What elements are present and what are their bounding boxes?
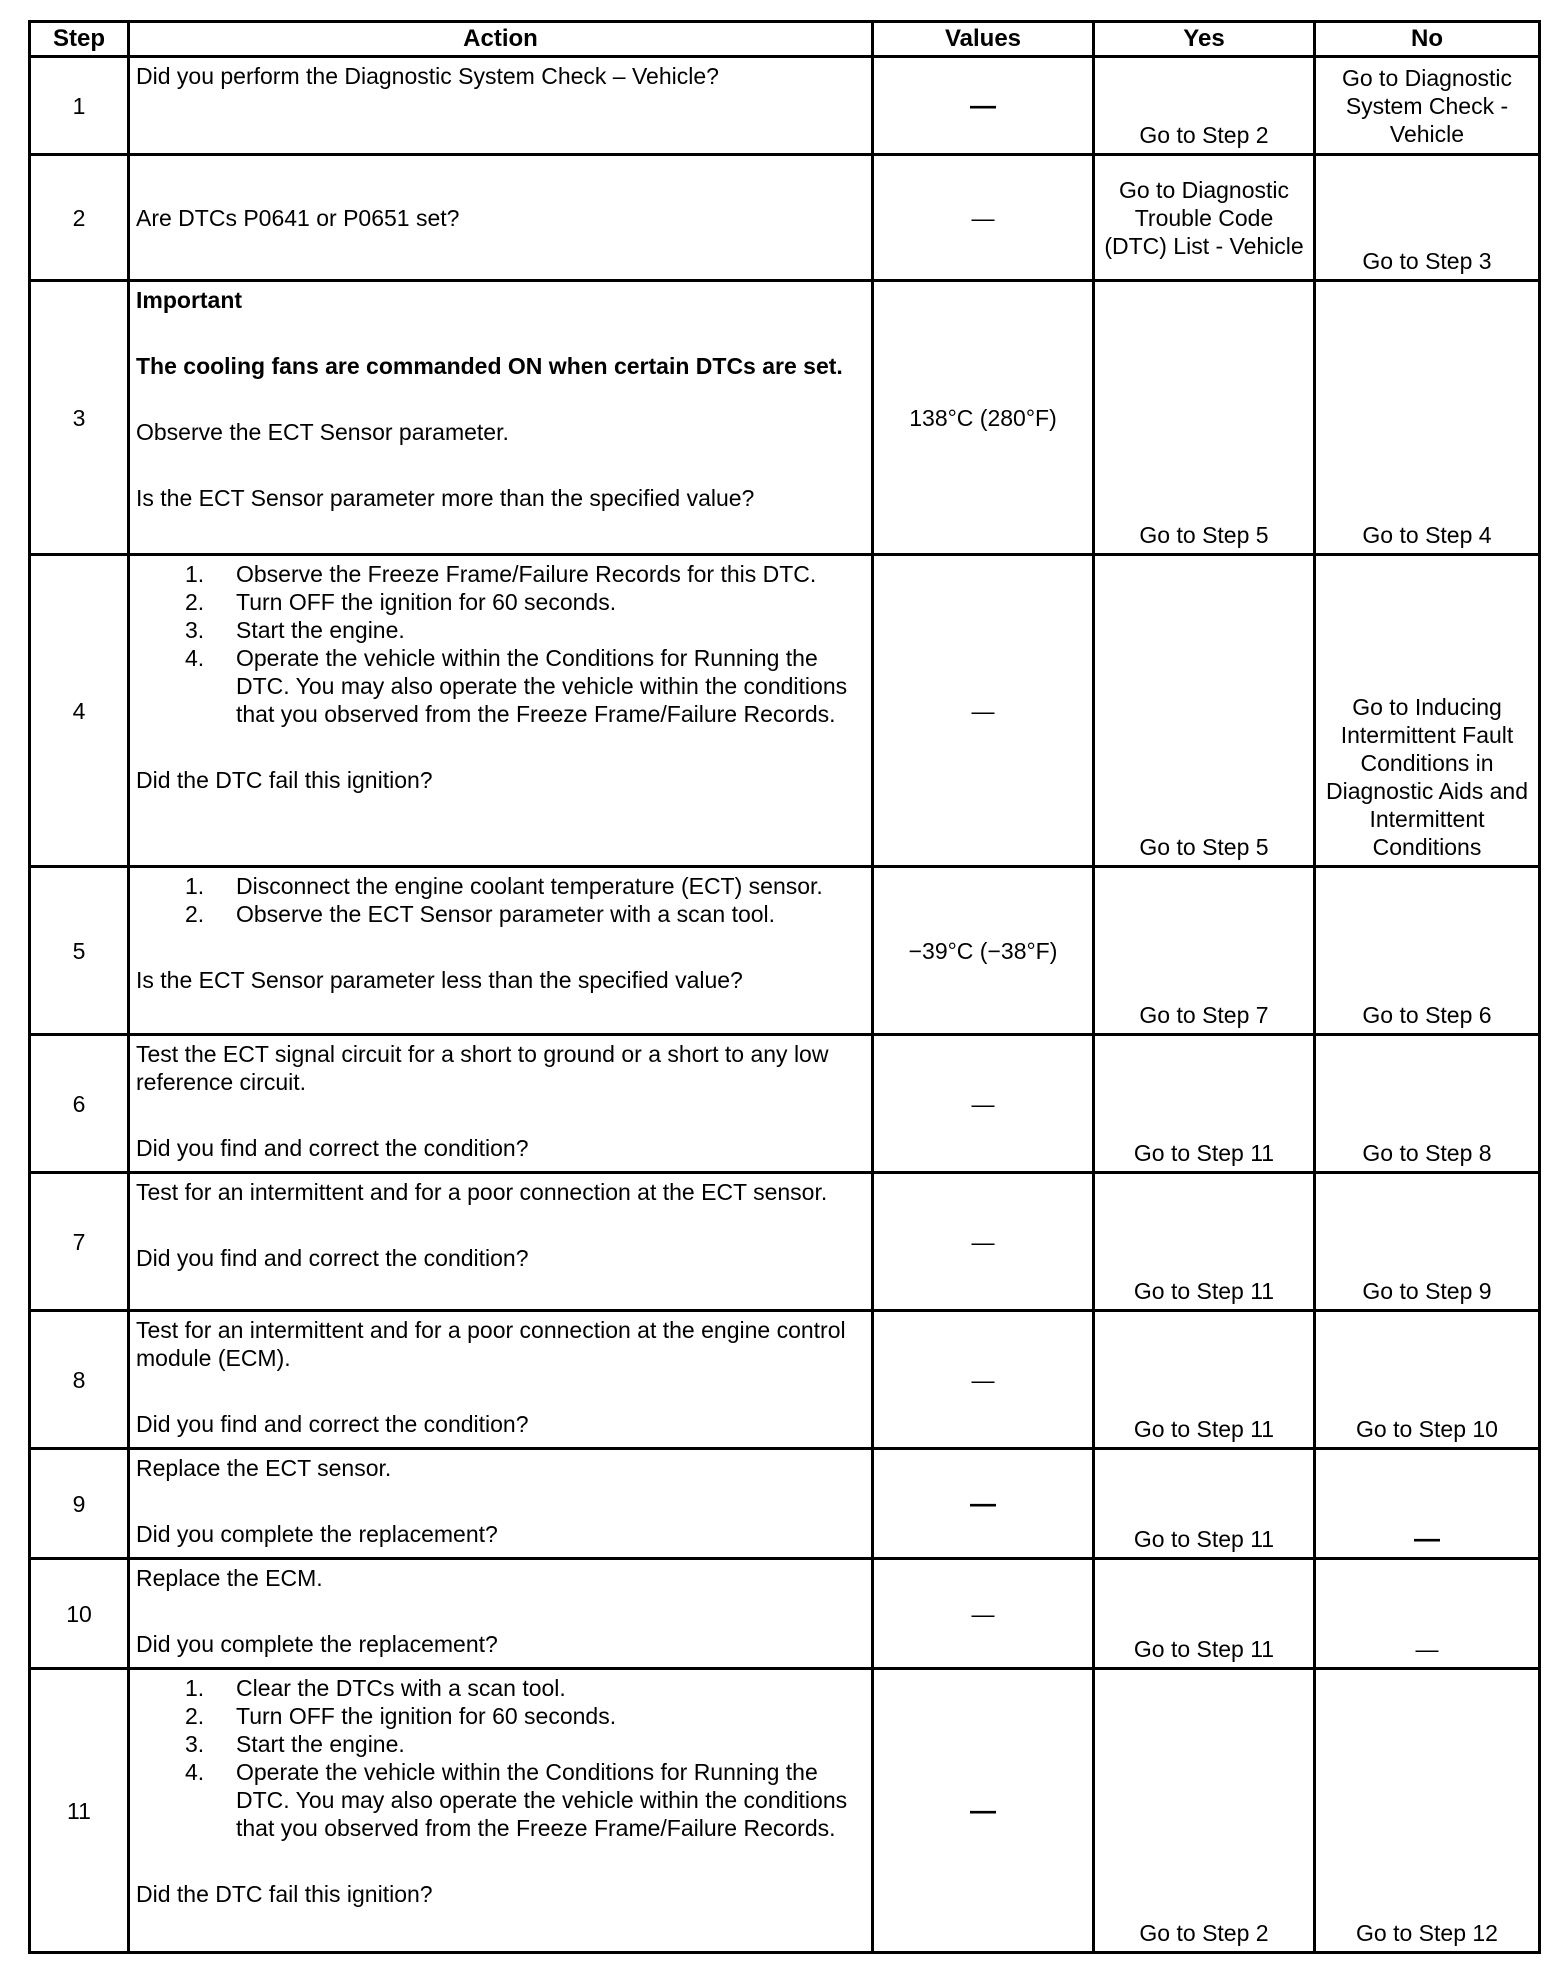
value-cell [873, 1173, 1094, 1311]
value-text: — [971, 1600, 995, 1627]
value-cell [873, 1449, 1094, 1559]
no-cell [1315, 1173, 1540, 1311]
action-cell [129, 1669, 873, 1953]
header-step: Step [30, 22, 129, 57]
no-link[interactable]: Go to Diagnostic System Check - Vehicle [1341, 64, 1513, 147]
no-cell [1315, 1035, 1540, 1173]
value-cell [873, 1311, 1094, 1449]
list-item: 1. Clear the DTCs with a scan tool. [185, 1675, 566, 1701]
list-item: 3. Start the engine. [185, 1731, 405, 1757]
no-link: — [1415, 1636, 1439, 1662]
yes-cell [1094, 155, 1315, 281]
no-cell [1315, 281, 1540, 555]
yes-cell [1094, 1559, 1315, 1669]
action-cell [129, 1173, 873, 1311]
table-row [30, 1449, 1540, 1559]
no-link[interactable]: Go to Step 10 [1356, 1416, 1498, 1442]
table-row [30, 1173, 1540, 1311]
action-cell [129, 155, 873, 281]
no-link[interactable]: Go to Step 9 [1362, 1278, 1492, 1304]
yes-cell [1094, 281, 1315, 555]
value-text: — [971, 1366, 995, 1393]
action-cell [129, 555, 873, 867]
action-cell [129, 1035, 873, 1173]
value-cell [873, 867, 1094, 1035]
action-text: Did you perform the Diagnostic System Check – Vehicle? [136, 63, 719, 89]
action-cell [129, 867, 873, 1035]
value-text: — [971, 1228, 995, 1255]
important-label: Important [136, 287, 243, 313]
action-cell [129, 1311, 873, 1449]
question-text: Did you find and correct the condition? [136, 1135, 529, 1161]
yes-cell [1094, 867, 1315, 1035]
question-text: Did you find and correct the condition? [136, 1411, 529, 1437]
step-number: 8 [30, 1311, 129, 1449]
step-number: 7 [30, 1173, 129, 1311]
list-item: 2. Turn OFF the ignition for 60 seconds. [185, 1703, 617, 1729]
value-text: — [971, 697, 995, 724]
value-cell [873, 555, 1094, 867]
step-number: 2 [30, 155, 129, 281]
action-text: Test for an intermittent and for a poor connection at the ECT sensor. [136, 1179, 828, 1205]
yes-cell [1094, 1035, 1315, 1173]
no-link[interactable]: Go to Step 8 [1362, 1140, 1492, 1166]
header-action: Action [129, 22, 873, 57]
no-link[interactable]: Go to Inducing Intermittent Fault Conditions in Diagnostic Aids and Intermittent Conditions [1325, 694, 1528, 860]
action-text: Observe the ECT Sensor parameter. [136, 419, 509, 445]
yes-link[interactable]: Go to Step 11 [1133, 1416, 1275, 1442]
table-row [30, 57, 1540, 155]
list-item: 3. Start the engine. [185, 617, 405, 643]
list-item: 1. Observe the Freeze Frame/Failure Records for this DTC. [185, 561, 817, 587]
value-cell [873, 281, 1094, 555]
table-row [30, 155, 1540, 281]
action-cell [129, 57, 873, 155]
value-cell [873, 1669, 1094, 1953]
table-row [30, 281, 1540, 555]
yes-cell [1094, 555, 1315, 867]
value-cell [873, 1035, 1094, 1173]
list-item: 4. Operate the vehicle within the Conditions for Running the DTC. You may also operate the vehicle within the conditions that you observed from the Freeze Frame/Failure Records. [185, 1759, 848, 1841]
action-text: Replace the ECM. [136, 1565, 323, 1591]
value-text: — [971, 204, 995, 231]
no-link[interactable]: Go to Step 4 [1362, 522, 1492, 548]
table-row [30, 1669, 1540, 1953]
no-cell [1315, 555, 1540, 867]
no-cell [1315, 1559, 1540, 1669]
procedure-list [136, 1674, 865, 1842]
value-text: — [971, 1090, 995, 1117]
no-link: — [1414, 1523, 1440, 1553]
yes-cell [1094, 1669, 1315, 1953]
table-row [30, 1035, 1540, 1173]
step-number: 4 [30, 555, 129, 867]
header-yes: Yes [1094, 22, 1315, 57]
value-text: −39°C (−38°F) [908, 937, 1058, 964]
action-text: Test the ECT signal circuit for a short to ground or a short to any low reference circuit. [136, 1041, 829, 1095]
no-link[interactable]: Go to Step 12 [1356, 1920, 1498, 1946]
list-item: 2. Observe the ECT Sensor parameter with a scan tool. [185, 901, 776, 927]
question-text: Did you complete the replacement? [136, 1521, 498, 1547]
step-number: 6 [30, 1035, 129, 1173]
question-text: Did the DTC fail this ignition? [136, 1881, 433, 1907]
procedure-list [136, 560, 865, 728]
value-text: 138°C (280°F) [909, 404, 1057, 431]
action-text: Are DTCs P0641 or P0651 set? [136, 204, 460, 231]
no-cell [1315, 867, 1540, 1035]
no-link[interactable]: Go to Step 6 [1362, 1002, 1492, 1028]
yes-link[interactable]: Go to Step 11 [1133, 1526, 1275, 1552]
question-text: Is the ECT Sensor parameter more than the specified value? [136, 485, 755, 511]
table-row [30, 555, 1540, 867]
value-cell [873, 1559, 1094, 1669]
table-row [30, 1311, 1540, 1449]
step-number: 10 [30, 1559, 129, 1669]
yes-link[interactable]: Go to Step 2 [1139, 122, 1269, 148]
action-cell [129, 281, 873, 555]
question-text: Is the ECT Sensor parameter less than the specified value? [136, 967, 743, 993]
action-text: Replace the ECT sensor. [136, 1455, 392, 1481]
no-cell [1315, 1669, 1540, 1953]
procedure-list [136, 872, 865, 928]
important-note: The cooling fans are commanded ON when certain DTCs are set. [136, 353, 843, 379]
table-header-row [30, 22, 1540, 57]
value-text: — [970, 1795, 996, 1825]
table-row [30, 1559, 1540, 1669]
table-row [30, 867, 1540, 1035]
question-text: Did you find and correct the condition? [136, 1245, 529, 1271]
step-number: 11 [30, 1669, 129, 1953]
value-text: — [970, 90, 996, 120]
yes-link[interactable]: Go to Step 5 [1139, 834, 1269, 860]
diagnostic-table [28, 20, 1541, 1954]
list-item: 4. Operate the vehicle within the Conditions for Running the DTC. You may also operate the vehicle within the conditions that you observed from the Freeze Frame/Failure Records. [185, 645, 848, 727]
no-cell [1315, 155, 1540, 281]
yes-link[interactable]: Go to Diagnostic Trouble Code (DTC) List - Vehicle [1104, 176, 1304, 259]
action-cell [129, 1449, 873, 1559]
value-cell [873, 155, 1094, 281]
value-cell [873, 57, 1094, 155]
step-number: 5 [30, 867, 129, 1035]
action-cell [129, 1559, 873, 1669]
yes-link[interactable]: Go to Step 2 [1139, 1920, 1269, 1946]
header-values: Values [873, 22, 1094, 57]
yes-link[interactable]: Go to Step 7 [1139, 1002, 1269, 1028]
yes-link[interactable]: Go to Step 5 [1139, 522, 1269, 548]
no-cell [1315, 1449, 1540, 1559]
yes-cell [1094, 57, 1315, 155]
list-item: 2. Turn OFF the ignition for 60 seconds. [185, 589, 617, 615]
no-cell [1315, 1311, 1540, 1449]
no-cell [1315, 57, 1540, 155]
no-link[interactable]: Go to Step 3 [1362, 248, 1492, 274]
yes-link[interactable]: Go to Step 11 [1133, 1278, 1275, 1304]
yes-link[interactable]: Go to Step 11 [1133, 1140, 1275, 1166]
value-text: — [970, 1488, 996, 1518]
question-text: Did you complete the replacement? [136, 1631, 498, 1657]
yes-cell [1094, 1311, 1315, 1449]
step-number: 9 [30, 1449, 129, 1559]
step-number: 3 [30, 281, 129, 555]
yes-link[interactable]: Go to Step 11 [1133, 1636, 1275, 1662]
yes-cell [1094, 1173, 1315, 1311]
yes-cell [1094, 1449, 1315, 1559]
header-no: No [1315, 22, 1540, 57]
step-number: 1 [30, 57, 129, 155]
question-text: Did the DTC fail this ignition? [136, 767, 433, 793]
list-item: 1. Disconnect the engine coolant temperature (ECT) sensor. [185, 873, 823, 899]
action-text: Test for an intermittent and for a poor connection at the engine control module (ECM). [136, 1317, 846, 1371]
